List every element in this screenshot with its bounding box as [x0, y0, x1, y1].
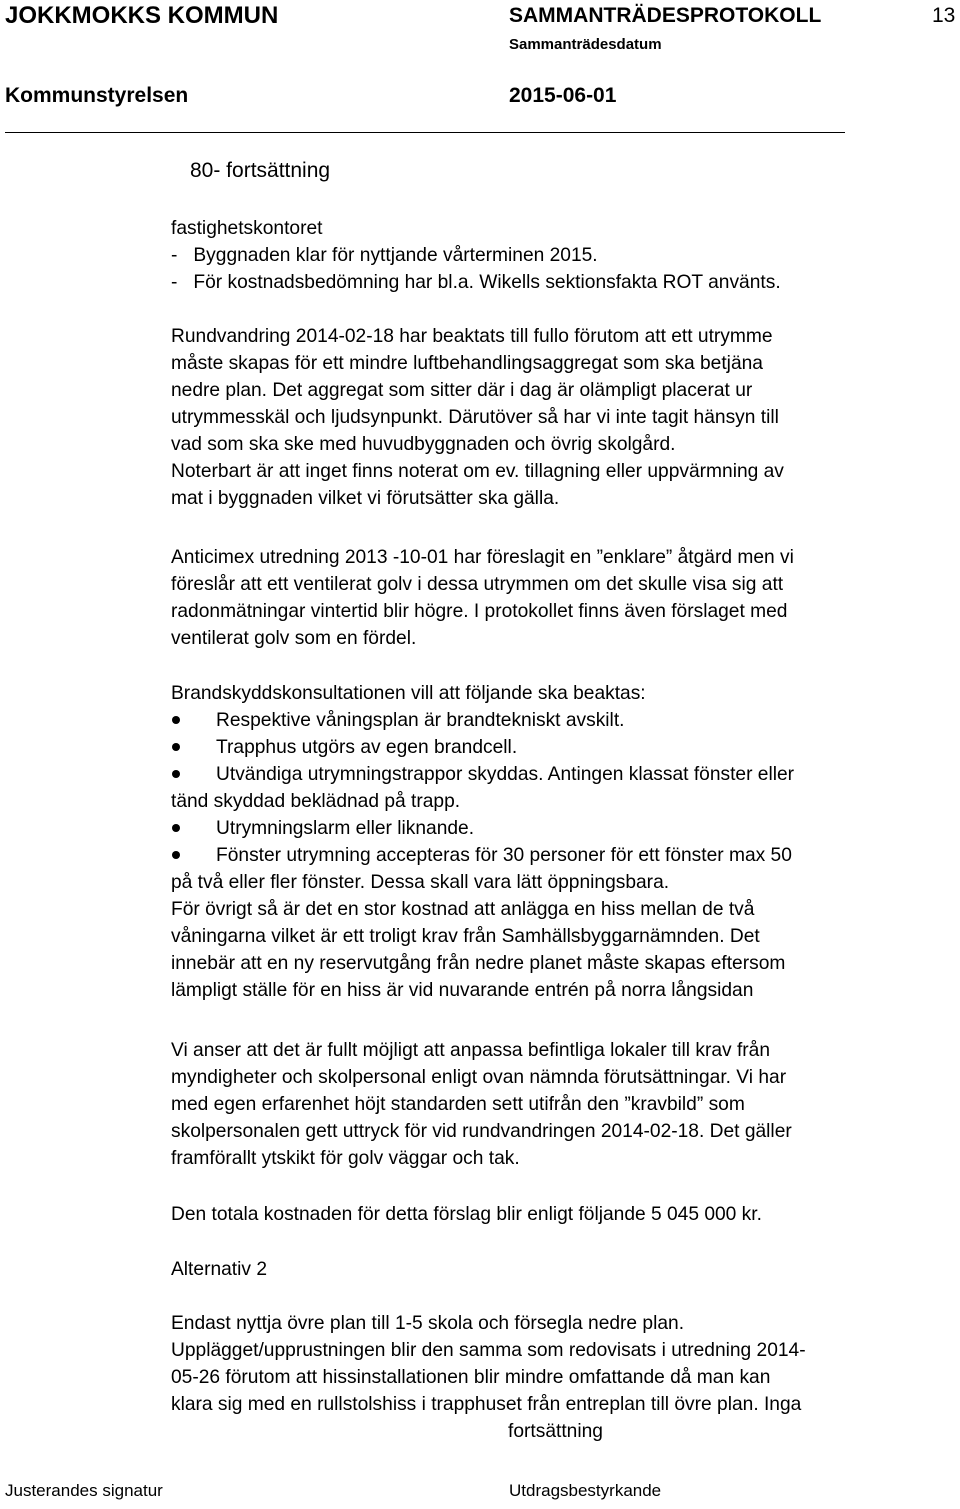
text-line: För övrigt så är det en stor kostnad att anlägga en hiss mellan de två [171, 899, 755, 920]
text-line: mat i byggnaden vilket vi förutsätter ska gälla. [171, 488, 560, 509]
document-type: SAMMANTRÄDESPROTOKOLL [509, 4, 822, 27]
committee-name: Kommunstyrelsen [5, 84, 189, 107]
text-line: vad som ska ske med huvudbyggnaden och övrig skolgård. [171, 434, 676, 455]
text-line: föreslår att ett ventilerat golv i dessa utrymmen om det skulle visa sig att [171, 574, 784, 595]
alternative-heading: Alternativ 2 [171, 1259, 267, 1280]
list-item-continuation: på två eller fler fönster. Dessa skall vara lätt öppningsbara. [171, 872, 670, 893]
text-line: Noterbart är att inget finns noterat om ev. tillagning eller uppvärmning av [171, 461, 784, 482]
bullet-icon [172, 716, 180, 724]
bullet-icon [172, 743, 180, 751]
meeting-date: 2015-06-01 [509, 84, 617, 107]
text-line: utrymmesskäl och ljudsynpunkt. Därutöver så har vi inte tagit hänsyn till [171, 407, 779, 428]
text-line: klara sig med en rullstolshiss i trapphuset från entreplan till övre plan. Inga [171, 1394, 802, 1415]
list-item: Fönster utrymning accepteras för 30 personer för ett fönster max 50 [216, 845, 792, 866]
footer-signature-label: Justerandes signatur [5, 1481, 163, 1500]
continuation-note: fortsättning [508, 1421, 603, 1442]
text-line: Upplägget/upprustningen blir den samma som redovisats i utredning 2014- [171, 1340, 806, 1361]
text-line: Endast nyttja övre plan till 1-5 skola och försegla nedre plan. [171, 1313, 685, 1334]
page-number: 13 [932, 4, 956, 27]
text-line: måste skapas för ett mindre luftbehandlingsaggregat som ska betjäna [171, 353, 763, 374]
section-title: 80- fortsättning [190, 159, 331, 182]
header-divider [5, 132, 845, 133]
text-line: myndigheter och skolpersonal enligt ovan nämnda förutsättningar. Vi har [171, 1067, 787, 1088]
list-item-continuation: tänd skyddad beklädnad på trapp. [171, 791, 461, 812]
text-line: radonmätningar vintertid blir högre. I protokollet finns även förslaget med [171, 601, 788, 622]
text-line: Brandskyddskonsultationen vill att följande ska beaktas: [171, 683, 646, 704]
text-line: fastighetskontoret [171, 218, 323, 239]
text-line: - Byggnaden klar för nyttjande vårterminen 2015. [171, 245, 598, 266]
text-line: ventilerat golv som en fördel. [171, 628, 417, 649]
date-label: Sammanträdesdatum [509, 36, 662, 53]
bullet-icon [172, 851, 180, 859]
list-item: Trapphus utgörs av egen brandcell. [216, 737, 518, 758]
text-line: lämpligt ställe för en hiss är vid nuvarande entrén på norra långsidan [171, 980, 754, 1001]
text-line: med egen erfarenhet höjt standarden sett utifrån den ”kravbild” som [171, 1094, 745, 1115]
list-item: Utrymningslarm eller liknande. [216, 818, 475, 839]
text-line: våningarna vilket är ett troligt krav från Samhällsbyggarnämnden. Det [171, 926, 760, 947]
total-cost-line: Den totala kostnaden för detta förslag blir enligt följande 5 045 000 kr. [171, 1204, 762, 1225]
municipality-name: JOKKMOKKS KOMMUN [5, 2, 279, 29]
bullet-icon [172, 824, 180, 832]
text-line: Vi anser att det är fullt möjligt att anpassa befintliga lokaler till krav från [171, 1040, 771, 1061]
text-line: innebär att en ny reservutgång från nedre planet måste skapas eftersom [171, 953, 786, 974]
text-line: Rundvandring 2014-02-18 har beaktats till fullo förutom att ett utrymme [171, 326, 773, 347]
text-line: framförallt ytskikt för golv väggar och tak. [171, 1148, 520, 1169]
list-item: Respektive våningsplan är brandtekniskt avskilt. [216, 710, 625, 731]
text-line: - För kostnadsbedömning har bl.a. Wikells sektionsfakta ROT använts. [171, 272, 781, 293]
bullet-icon [172, 770, 180, 778]
text-line: 05-26 förutom att hissinstallationen blir mindre omfattande då man kan [171, 1367, 771, 1388]
text-line: Anticimex utredning 2013 -10-01 har föreslagit en ”enklare” åtgärd men vi [171, 547, 794, 568]
text-line: nedre plan. Det aggregat som sitter där i dag är olämpligt placerat ur [171, 380, 753, 401]
text-line: skolpersonalen gett uttryck för vid rundvandringen 2014-02-18. Det gäller [171, 1121, 792, 1142]
footer-extract-label: Utdragsbestyrkande [509, 1481, 662, 1500]
list-item: Utvändiga utrymningstrappor skyddas. Antingen klassat fönster eller [216, 764, 795, 785]
